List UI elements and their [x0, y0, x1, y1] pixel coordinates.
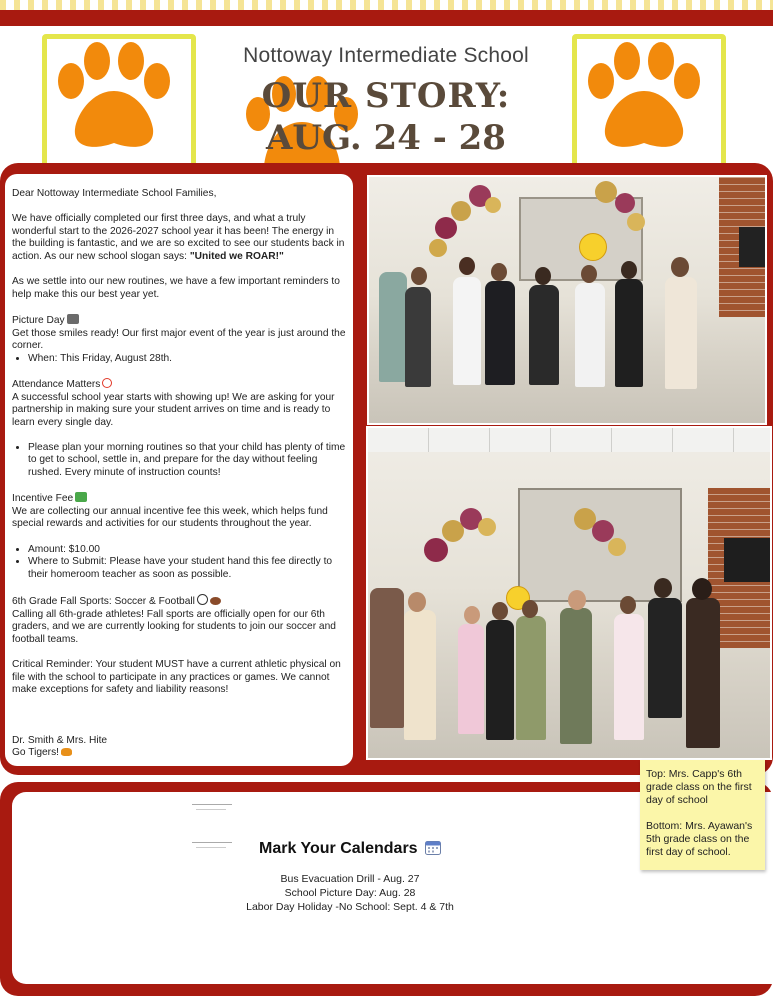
soccer-ball-icon — [197, 594, 208, 605]
alarm-clock-icon — [102, 378, 112, 388]
list-item: • Please plan your morning routines so that your child has plenty of time to get to school, settle in, and prepare for the day without feeling rushed. Every minute of instruction counts! — [28, 442, 350, 480]
camera-icon — [67, 314, 79, 324]
incentive-section — [12, 492, 350, 581]
sports-heading: 6th Grade Fall Sports: Soccer & Football — [12, 596, 195, 607]
list-item: Bus Evacuation Drill - Aug. 27 — [280, 873, 420, 885]
calendar-title: Mark Your Calendars — [200, 840, 500, 858]
divider — [192, 804, 232, 805]
picture-day-body: Get those smiles ready! Our first major event of the year is just around the corner. — [12, 327, 346, 352]
top-red-bar — [0, 10, 773, 26]
paw-frame-right — [572, 34, 726, 172]
attendance-section — [12, 378, 350, 480]
football-icon — [210, 597, 221, 605]
class-photo-top — [367, 175, 767, 425]
decorative-top-band — [0, 0, 773, 10]
paw-print-icon — [47, 39, 181, 157]
paw-frame-left — [42, 34, 196, 172]
calendar-icon — [425, 840, 441, 855]
calendar-events — [200, 872, 500, 914]
class-photo-bottom — [366, 426, 772, 760]
tiger-icon — [61, 748, 72, 756]
page-title: OUR STORY: — [261, 76, 511, 116]
list-item: • When: This Friday, August 28th. — [28, 353, 350, 366]
school-slogan: "United we ROAR!" — [189, 250, 284, 262]
caption-top: Top: Mrs. Capp's 6th grade class on the first day of school — [646, 768, 752, 806]
signoff: Go Tigers! — [12, 747, 59, 759]
sports-body: Calling all 6th-grade athletes! Fall sports are officially open for our 6th graders, and we are currently looking for students to join our soccer and football teams. — [12, 608, 336, 645]
signature: Dr. Smith & Mrs. Hite — [12, 734, 108, 746]
family-letter — [12, 188, 350, 760]
incentive-body: We are collecting our annual incentive fee this week, which helps fund special rewards and activities for our students throughout the year. — [12, 505, 328, 530]
sports-section — [12, 594, 350, 646]
money-icon — [75, 492, 87, 502]
list-item: • Amount: $10.00 — [28, 544, 350, 557]
picture-day-section — [12, 314, 350, 365]
attendance-body: A successful school year starts with showing up! We are asking for your partnership in making sure your student arrives on time and is ready to learn every single day. — [12, 391, 335, 428]
school-name: Nottoway Intermediate School — [243, 44, 529, 67]
letter-intro: We have officially completed our first three days, and what a truly wonderful start to the 2026-2027 school year it has been! The energy in the building is fantastic, and we are so excited to see our students back in action. As our new school slogan says: "United we ROAR!" — [12, 213, 345, 262]
letter-greeting: Dear Nottoway Intermediate School Families, — [12, 188, 217, 199]
divider — [196, 809, 226, 810]
paw-print-icon — [577, 39, 711, 157]
picture-day-heading: Picture Day — [12, 314, 65, 326]
list-item: School Picture Day: Aug. 28 — [284, 887, 416, 899]
photo-caption-note — [640, 760, 765, 870]
letter-reminders: As we settle into our new routines, we have a few important reminders to help make this our best year yet. — [12, 276, 340, 300]
list-item: • Where to Submit: Please have your student hand this fee directly to their homeroom teacher as soon as possible. — [28, 556, 350, 581]
caption-bottom: Bottom: Mrs. Ayawan's 5th grade class on the first day of school. — [646, 820, 753, 858]
list-item: Labor Day Holiday -No School: Sept. 4 & 7th — [246, 901, 454, 913]
attendance-heading: Attendance Matters — [12, 378, 101, 390]
date-range: AUG. 24 - 28 — [266, 118, 506, 158]
critical-reminder: Critical Reminder: Your student MUST have a current athletic physical on file with the school to participate in any practices or games. We cannot make exceptions for safety and liability reasons! — [12, 658, 341, 696]
incentive-heading: Incentive Fee — [12, 493, 74, 505]
